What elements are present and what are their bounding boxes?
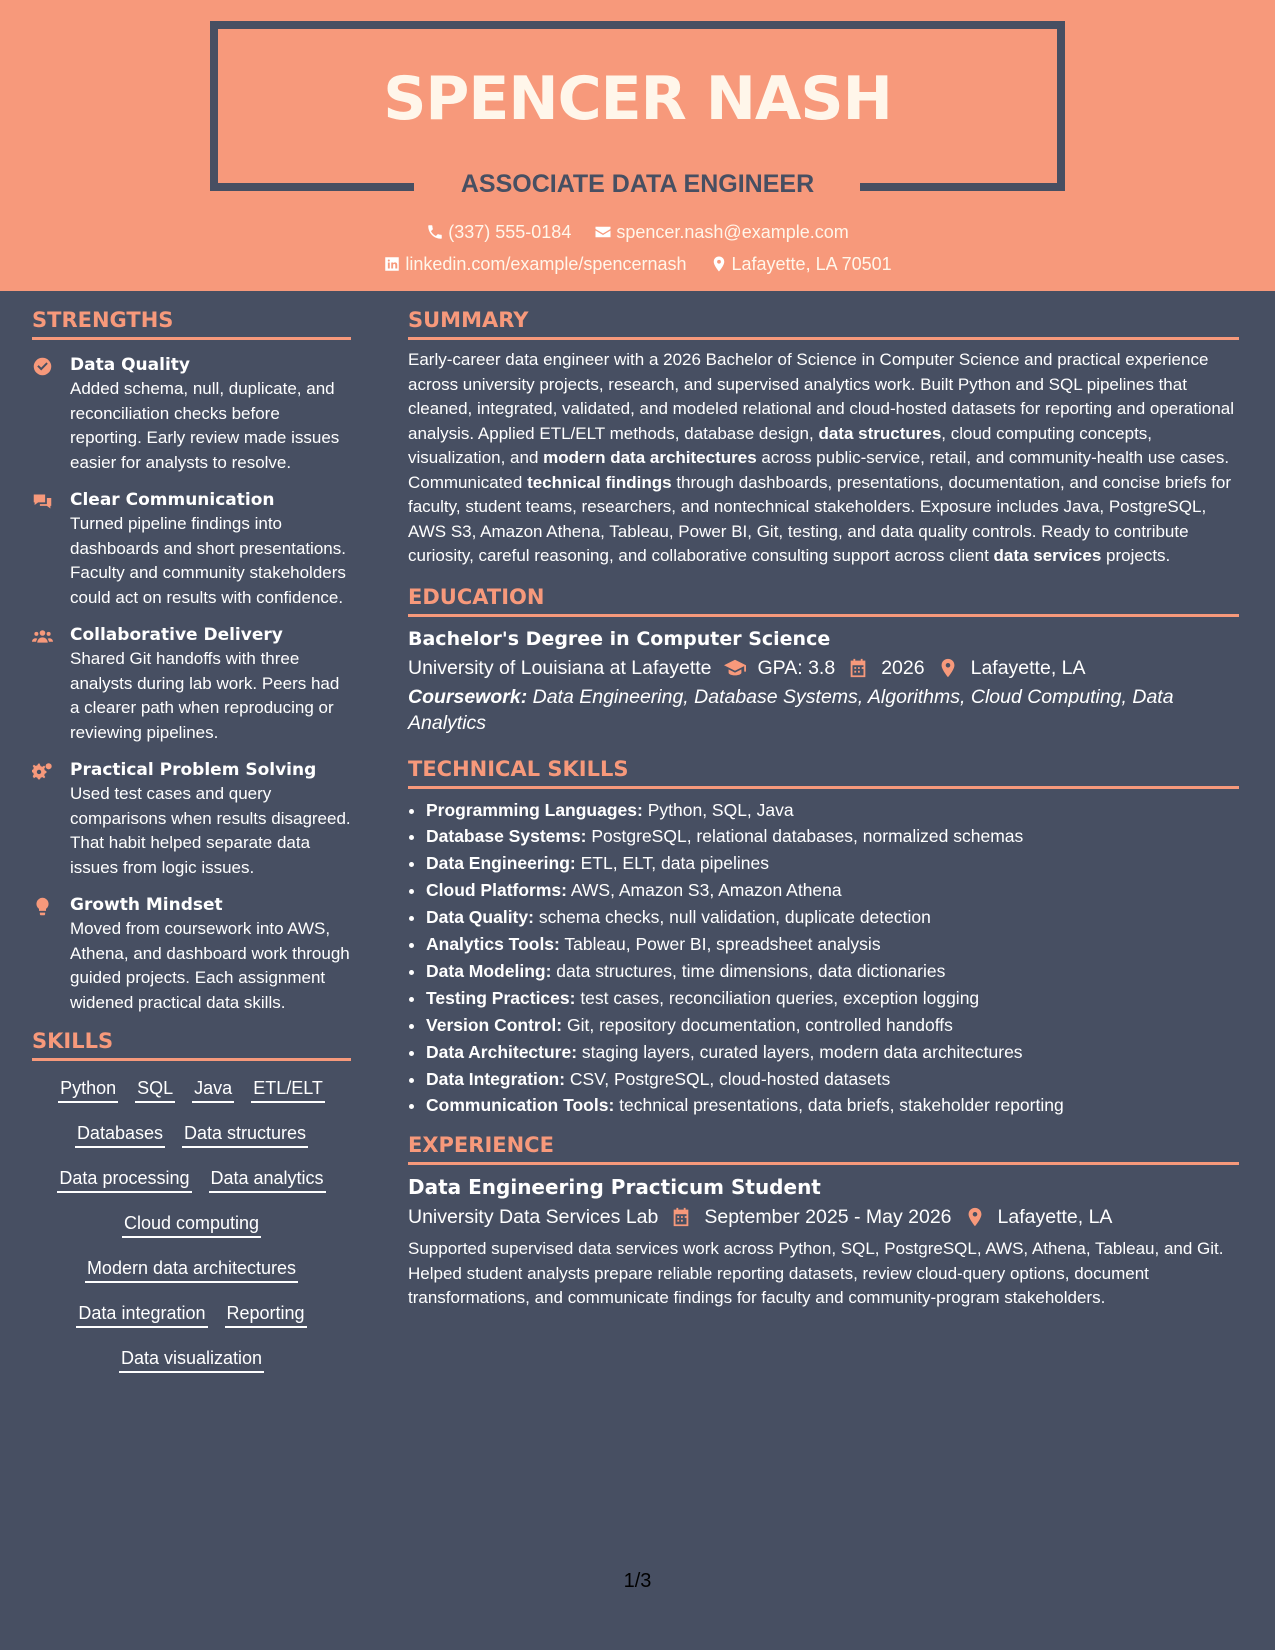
linkedin-contact[interactable] xyxy=(383,251,686,277)
page-number: 1/3 xyxy=(623,1570,652,1592)
list-item xyxy=(426,1092,1239,1119)
location-text: Lafayette, LA 70501 xyxy=(731,254,892,274)
summary-text xyxy=(408,348,1239,569)
skill-label: Analytics Tools: xyxy=(426,934,560,955)
summary-heading: SUMMARY xyxy=(408,306,1239,340)
coursework-list: Data Engineering, Database Systems, Algorithms, Cloud Computing, Data Analytics xyxy=(408,685,1174,734)
skill-value: Git, repository documentation, controlled handoffs xyxy=(562,1014,953,1035)
linkedin-text: linkedin.com/example/spencernash xyxy=(405,254,687,274)
skill-chip: Data analytics xyxy=(209,1166,326,1193)
skill-value: data structures, time dimensions, data dictionaries xyxy=(551,960,946,981)
summary-part: Early-career data engineer with a 2026 Bachelor of Science in Computer Science and practical experience across university projects, research, and supervised analytics work. Built Python and SQL pipelines that cleaned, integrated, validated, and modeled relational and cloud-hosted datasets for reporting and operational analysis. Applied ETL/ELT methods, database design, xyxy=(408,350,1235,443)
list-item xyxy=(426,850,1239,877)
skill-value: test cases, reconciliation queries, exception logging xyxy=(575,987,980,1008)
summary-part: , cloud computing concepts, visualization, and xyxy=(408,423,1153,467)
skill-value: AWS, Amazon S3, Amazon Athena xyxy=(566,880,842,901)
skill-label: Version Control: xyxy=(426,1014,563,1035)
degree-title: Bachelor's Degree in Computer Science xyxy=(408,627,831,650)
strength-title: Growth Mindset xyxy=(70,895,223,915)
lightbulb-icon xyxy=(32,896,53,917)
header-banner xyxy=(0,0,1275,291)
left-column xyxy=(32,306,351,1382)
skill-chip: Data processing xyxy=(57,1166,191,1193)
strength-desc: Added schema, null, duplicate, and reconciliation checks before reporting. Early review made issues easier for analysts to resolve. xyxy=(70,379,340,472)
strengths-heading: STRENGTHS xyxy=(32,306,351,340)
skill-row xyxy=(32,1067,351,1112)
phone-icon xyxy=(426,223,444,241)
skill-value: ETL, ELT, data pipelines xyxy=(575,853,770,874)
skill-chip: Reporting xyxy=(225,1301,307,1328)
skill-row xyxy=(32,1292,351,1337)
skill-label: Cloud Platforms: xyxy=(426,880,567,901)
skill-chip: SQL xyxy=(135,1076,175,1103)
coursework-label: Coursework: xyxy=(408,685,528,708)
job-title: ASSOCIATE DATA ENGINEER xyxy=(460,170,815,198)
experience-dates: September 2025 - May 2026 xyxy=(704,1206,952,1229)
skill-value: PostgreSQL, relational databases, normalized schemas xyxy=(586,826,1024,847)
skill-row xyxy=(32,1247,351,1292)
technical-skills-heading: TECHNICAL SKILLS xyxy=(408,755,1239,789)
experience-meta xyxy=(408,1201,1239,1233)
graduation-year: 2026 xyxy=(881,656,925,679)
strength-item xyxy=(32,894,351,1015)
skill-label: Programming Languages: xyxy=(426,799,643,820)
phone-contact[interactable] xyxy=(426,219,571,245)
skill-chip: Python xyxy=(58,1076,118,1103)
education-heading: EDUCATION xyxy=(408,583,1239,617)
list-item xyxy=(426,1039,1239,1066)
strength-item xyxy=(32,759,351,880)
email-contact[interactable] xyxy=(594,219,848,245)
technical-skills-list xyxy=(408,797,1239,1120)
skill-value: staging layers, curated layers, modern data architectures xyxy=(577,1041,1023,1062)
school-location: Lafayette, LA xyxy=(970,656,1086,679)
experience-heading: EXPERIENCE xyxy=(408,1131,1239,1165)
skills-heading: SKILLS xyxy=(32,1027,351,1061)
strength-title: Data Quality xyxy=(70,355,190,375)
school-name: University of Louisiana at Lafayette xyxy=(408,656,712,679)
skill-label: Data Engineering: xyxy=(426,853,576,874)
summary-part: through dashboards, presentations, documentation, and concise briefs for faculty, student teams, researchers, and nontechnical stakeholders. Exposure includes Java, PostgreSQL, AWS S3, Amazon Athena, Tableau, Power BI, Git, testing, and data quality controls. Ready to contribute curiosity, careful reasoning, and collaborative consulting support across client xyxy=(408,472,1232,565)
strength-title: Practical Problem Solving xyxy=(70,760,317,780)
summary-highlight: modern data architectures xyxy=(543,448,757,467)
strength-item xyxy=(32,354,351,475)
gpa: GPA: 3.8 xyxy=(757,656,836,679)
contact-row-2 xyxy=(0,251,1275,280)
check-circle-icon xyxy=(32,356,53,377)
skill-value: Tableau, Power BI, spreadsheet analysis xyxy=(559,934,881,955)
list-item xyxy=(426,904,1239,931)
summary-highlight: technical findings xyxy=(527,472,672,492)
list-item xyxy=(426,931,1239,958)
strength-item xyxy=(32,489,351,610)
summary-highlight: data structures xyxy=(818,423,942,443)
list-item xyxy=(426,877,1239,904)
right-column xyxy=(408,306,1239,1311)
calendar-icon xyxy=(670,1206,692,1228)
email-text: spencer.nash@example.com xyxy=(616,222,849,242)
experience-title: Data Engineering Practicum Student xyxy=(408,1175,821,1200)
strength-title: Collaborative Delivery xyxy=(70,625,283,645)
skill-chip: Cloud computing xyxy=(122,1211,261,1238)
experience-org: University Data Services Lab xyxy=(408,1206,659,1229)
strength-desc: Moved from coursework into AWS, Athena, and dashboard work through guided projects. Each assignment widened practical data skills. xyxy=(70,919,350,1012)
skill-value: schema checks, null validation, duplicate detection xyxy=(533,907,931,928)
skill-label: Data Architecture: xyxy=(426,1041,578,1062)
map-pin-icon xyxy=(710,255,728,273)
strength-desc: Used test cases and query comparisons when results disagreed. That habit helped separate data issues from logic issues. xyxy=(70,784,351,877)
strength-item xyxy=(32,624,351,745)
phone-text: (337) 555-0184 xyxy=(448,222,572,242)
summary-highlight: data services xyxy=(993,546,1102,565)
list-item xyxy=(426,958,1239,985)
experience-location: Lafayette, LA xyxy=(997,1206,1113,1229)
graduation-cap-icon xyxy=(724,657,746,679)
skill-label: Database Systems: xyxy=(426,826,587,847)
list-item xyxy=(426,797,1239,824)
envelope-icon xyxy=(594,223,612,241)
skill-label: Communication Tools: xyxy=(426,1095,615,1116)
list-item xyxy=(426,1066,1239,1093)
candidate-name: SPENCER NASH xyxy=(383,64,892,134)
calendar-icon xyxy=(847,657,869,679)
experience-desc: Supported supervised data services work across Python, SQL, PostgreSQL, AWS, Athena, Tableau, and Git. Helped student analysts prepare reliable reporting datasets, review cloud-query options, document transformations, and communicate findings for faculty and community-program stakeholders. xyxy=(408,1239,1224,1308)
skill-row xyxy=(32,1157,351,1202)
skill-label: Testing Practices: xyxy=(426,987,576,1008)
location-contact xyxy=(710,251,892,277)
chat-bubbles-icon xyxy=(32,491,53,512)
coursework xyxy=(408,684,1239,736)
gears-icon xyxy=(32,761,53,782)
skill-chip: Data visualization xyxy=(119,1346,264,1373)
skill-label: Data Integration: xyxy=(426,1068,566,1089)
strength-desc: Shared Git handoffs with three analysts during lab work. Peers had a clearer path when reproducing or reviewing pipelines. xyxy=(70,649,340,742)
skill-value: Python, SQL, Java xyxy=(642,799,794,820)
contact-row-1 xyxy=(0,219,1275,248)
skill-chip: Java xyxy=(192,1076,234,1103)
skill-chip: Modern data architectures xyxy=(85,1256,298,1283)
summary-part: across public-service, retail, and community-health use cases. Communicated xyxy=(408,448,1230,492)
skill-row xyxy=(32,1112,351,1157)
skill-row xyxy=(32,1202,351,1247)
summary-part: projects. xyxy=(1101,546,1171,565)
skill-chip: Data structures xyxy=(182,1121,308,1148)
skill-chip: ETL/ELT xyxy=(251,1076,325,1103)
list-item xyxy=(426,985,1239,1012)
list-item xyxy=(426,823,1239,850)
list-item xyxy=(426,1012,1239,1039)
map-pin-icon xyxy=(937,657,959,679)
skill-chip: Databases xyxy=(75,1121,165,1148)
map-pin-icon xyxy=(964,1206,986,1228)
skill-label: Data Modeling: xyxy=(426,960,552,981)
linkedin-icon xyxy=(383,255,401,273)
skill-chip: Data integration xyxy=(76,1301,207,1328)
skill-row xyxy=(32,1337,351,1382)
strength-title: Clear Communication xyxy=(70,490,275,510)
skills-list xyxy=(32,1067,351,1382)
skill-label: Data Quality: xyxy=(426,907,534,928)
skill-value: technical presentations, data briefs, stakeholder reporting xyxy=(614,1095,1064,1116)
skill-value: CSV, PostgreSQL, cloud-hosted datasets xyxy=(565,1068,891,1089)
users-icon xyxy=(32,626,53,647)
strength-desc: Turned pipeline findings into dashboards and short presentations. Faculty and community stakeholders could act on results with confidence. xyxy=(70,514,346,607)
education-meta xyxy=(408,652,1239,684)
